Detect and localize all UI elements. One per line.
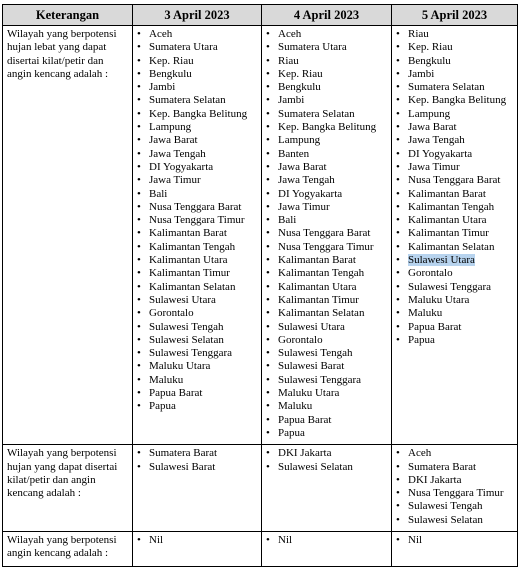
list-item [392, 81, 517, 94]
region-name: DKI Jakarta [408, 473, 462, 486]
region-name: Papua [278, 426, 305, 439]
list-item [133, 41, 261, 54]
region-name: DI Yogyakarta [149, 160, 214, 173]
list-item [392, 28, 517, 41]
region-name: Kalimantan Tengah [408, 200, 495, 213]
list-item [262, 447, 391, 460]
region-name: Riau [278, 54, 299, 67]
region-name: Sulawesi Selatan [149, 333, 224, 346]
region-name: Sulawesi Barat [149, 460, 216, 473]
list-item [262, 55, 391, 68]
list-item [262, 387, 391, 400]
region-cell [133, 531, 262, 566]
region-name: Sulawesi Selatan [278, 460, 353, 473]
region-name: Kalimantan Utara [278, 280, 357, 293]
region-name: Papua [149, 400, 176, 413]
list-item [133, 55, 261, 68]
region-cell [392, 445, 518, 532]
list-item [392, 500, 517, 513]
list-item [392, 307, 517, 320]
region-list [262, 532, 391, 551]
header-date-3: 5 April 2023 [392, 5, 518, 26]
region-name: Papua Barat [408, 320, 462, 333]
list-item [133, 134, 261, 147]
region-name: Kalimantan Selatan [408, 240, 495, 253]
region-name: Nil [278, 533, 293, 546]
header-date-2: 4 April 2023 [262, 5, 392, 26]
region-list [262, 445, 391, 478]
region-name: DI Yogyakarta [408, 147, 473, 160]
list-item [392, 334, 517, 347]
region-name: Jawa Tengah [149, 147, 206, 160]
region-name: Lampung [278, 134, 321, 147]
list-item [133, 94, 261, 107]
region-name: Kalimantan Selatan [149, 280, 236, 293]
list-item [392, 174, 517, 187]
list-item [262, 214, 391, 227]
list-item [262, 427, 391, 440]
region-name: Kalimantan Tengah [149, 240, 236, 253]
region-name: Sulawesi Selatan [408, 513, 483, 526]
list-item [133, 360, 261, 373]
region-name: Bengkulu [149, 67, 192, 80]
region-name: Maluku Utara [149, 360, 211, 373]
table-row [3, 531, 518, 566]
region-name: Kep. Bangka Belitung [408, 94, 507, 107]
region-name: Kalimantan Barat [149, 227, 227, 240]
region-name: Jambi [278, 94, 305, 107]
region-name: Bali [278, 214, 297, 227]
list-item [262, 134, 391, 147]
table-header-row [3, 5, 518, 26]
list-item [262, 360, 391, 373]
region-name: Riau [408, 28, 429, 40]
list-item [262, 347, 391, 360]
region-name: Kalimantan Timur [149, 267, 230, 280]
region-name: Kalimantan Tengah [278, 267, 365, 280]
region-name: Jambi [149, 81, 176, 94]
list-item [133, 108, 261, 121]
region-name: Jawa Barat [149, 134, 198, 147]
list-item [392, 108, 517, 121]
list-item [133, 161, 261, 174]
region-name: Nusa Tenggara Barat [149, 200, 242, 213]
list-item [133, 174, 261, 187]
region-cell [392, 531, 518, 566]
region-cell [392, 26, 518, 445]
region-name: Nusa Tenggara Barat [278, 227, 371, 240]
region-cell [133, 26, 262, 445]
list-item [392, 55, 517, 68]
row-description: Wilayah yang berpotensi hujan lebat yang dapat disertai kilat/petir dan angin kencang adalah : [3, 26, 133, 445]
list-item [133, 28, 261, 41]
list-item [392, 294, 517, 307]
list-item [133, 294, 261, 307]
region-name: Lampung [408, 107, 451, 120]
list-item [133, 121, 261, 134]
list-item [392, 447, 517, 460]
list-item [392, 121, 517, 134]
region-name: Sulawesi Utara [149, 293, 216, 306]
region-name: Gorontalo [278, 333, 323, 346]
list-item [392, 241, 517, 254]
region-name: Sumatera Utara [278, 41, 347, 54]
region-name: Jawa Tengah [278, 174, 335, 187]
list-item [392, 514, 517, 527]
list-item [392, 267, 517, 280]
region-name: Sumatera Barat [408, 460, 477, 473]
region-name: Nusa Tenggara Timur [278, 240, 374, 253]
list-item [392, 148, 517, 161]
list-item [133, 461, 261, 474]
region-name: Sulawesi Tengah [149, 320, 224, 333]
list-item [262, 148, 391, 161]
list-item [392, 281, 517, 294]
region-cell [262, 531, 392, 566]
list-item [262, 28, 391, 41]
region-name: Nusa Tenggara Timur [149, 214, 245, 227]
row-description: Wilayah yang berpotensi hujan yang dapat disertai kilat/petir dan angin kencang adalah : [3, 445, 133, 532]
list-item [392, 134, 517, 147]
list-item [262, 461, 391, 474]
region-name: Banten [278, 147, 310, 160]
list-item [133, 321, 261, 334]
region-name: Sulawesi Tengah [408, 500, 483, 513]
list-item [392, 254, 517, 267]
region-name: Maluku Utara [408, 293, 470, 306]
list-item [262, 414, 391, 427]
weather-forecast-table [2, 4, 518, 567]
list-item [133, 227, 261, 240]
list-item [133, 334, 261, 347]
region-name: Lampung [149, 121, 192, 134]
region-list [133, 26, 261, 418]
region-name: Kalimantan Barat [278, 254, 356, 267]
list-item [262, 241, 391, 254]
region-name: Sulawesi Tengah [278, 347, 353, 360]
region-name: Sulawesi Utara [278, 320, 345, 333]
list-item [392, 321, 517, 334]
list-item [133, 400, 261, 413]
list-item [262, 400, 391, 413]
header-date-1: 3 April 2023 [133, 5, 262, 26]
list-item [133, 68, 261, 81]
region-name: Kep. Riau [149, 54, 194, 67]
region-name: Papua Barat [278, 413, 332, 426]
region-list [133, 532, 261, 551]
region-name: Kalimantan Utara [408, 214, 487, 227]
region-name: DKI Jakarta [278, 447, 332, 460]
list-item [133, 81, 261, 94]
list-item [262, 374, 391, 387]
region-name: Sumatera Utara [149, 41, 218, 54]
table-row [3, 26, 518, 445]
region-name: Maluku [149, 373, 184, 386]
list-item [392, 474, 517, 487]
list-item [262, 321, 391, 334]
region-list [392, 532, 517, 551]
region-name: Papua [408, 333, 435, 346]
region-list [392, 445, 517, 531]
list-item [262, 227, 391, 240]
region-name: Jawa Tengah [408, 134, 465, 147]
list-item [262, 161, 391, 174]
region-list [133, 445, 261, 478]
list-item [392, 188, 517, 201]
list-item [133, 188, 261, 201]
region-name: Sulawesi Tenggara [278, 373, 362, 386]
region-name: Gorontalo [149, 307, 194, 320]
region-name: Sumatera Selatan [278, 107, 355, 120]
list-item [133, 148, 261, 161]
region-name: Jawa Barat [408, 121, 457, 134]
region-name: Kalimantan Utara [149, 254, 228, 267]
region-name: Kalimantan Selatan [278, 307, 365, 320]
region-name: Gorontalo [408, 267, 453, 280]
list-item [133, 267, 261, 280]
list-item [392, 214, 517, 227]
list-item [133, 307, 261, 320]
list-item [262, 281, 391, 294]
table-row [3, 445, 518, 532]
list-item [392, 227, 517, 240]
region-list [392, 26, 517, 351]
list-item [262, 81, 391, 94]
list-item [262, 267, 391, 280]
list-item [392, 534, 517, 547]
list-item [392, 461, 517, 474]
list-item [262, 108, 391, 121]
list-item [262, 68, 391, 81]
region-name: Kalimantan Timur [278, 293, 359, 306]
list-item [262, 334, 391, 347]
list-item [392, 161, 517, 174]
region-name: Aceh [278, 28, 302, 40]
region-name: DI Yogyakarta [278, 187, 343, 200]
list-item [392, 41, 517, 54]
region-name: Sumatera Selatan [408, 81, 485, 94]
region-cell [133, 445, 262, 532]
row-description: Wilayah yang berpotensi angin kencang adalah : [3, 531, 133, 566]
list-item [392, 487, 517, 500]
list-item [133, 387, 261, 400]
region-name: Jawa Timur [408, 160, 460, 173]
list-item [392, 68, 517, 81]
region-name: Sulawesi Barat [278, 360, 345, 373]
list-item [133, 447, 261, 460]
region-name: Kalimantan Barat [408, 187, 486, 200]
list-item [133, 281, 261, 294]
region-name: Kalimantan Timur [408, 227, 489, 240]
region-name: Kep. Riau [408, 41, 453, 54]
region-name: Nil [408, 533, 423, 546]
region-name: Maluku [408, 307, 443, 320]
region-name: Jawa Timur [149, 174, 201, 187]
region-name: Nusa Tenggara Timur [408, 487, 504, 500]
region-name: Bengkulu [408, 54, 451, 67]
region-name: Kep. Bangka Belitung [149, 107, 248, 120]
region-name: Sulawesi Tenggara [149, 347, 233, 360]
list-item [392, 94, 517, 107]
list-item [133, 214, 261, 227]
region-name: Sumatera Selatan [149, 94, 226, 107]
list-item [133, 534, 261, 547]
list-item [262, 94, 391, 107]
region-name: Sumatera Barat [149, 447, 218, 460]
header-keterangan: Keterangan [3, 5, 133, 26]
region-name: Papua Barat [149, 387, 203, 400]
list-item [262, 188, 391, 201]
region-list [262, 26, 391, 444]
region-name: Bali [149, 187, 168, 200]
list-item [262, 307, 391, 320]
region-name: Bengkulu [278, 81, 321, 94]
region-name: Aceh [149, 28, 173, 40]
list-item [262, 201, 391, 214]
list-item [262, 41, 391, 54]
region-cell [262, 26, 392, 445]
list-item [133, 374, 261, 387]
list-item [262, 121, 391, 134]
region-name: Sulawesi Tenggara [408, 280, 492, 293]
region-name: Nil [149, 533, 164, 546]
region-name: Jambi [408, 67, 435, 80]
region-name: Aceh [408, 447, 432, 460]
list-item [133, 254, 261, 267]
list-item [392, 201, 517, 214]
list-item [262, 254, 391, 267]
document-page [2, 4, 518, 567]
list-item [262, 174, 391, 187]
region-name: Nusa Tenggara Barat [408, 174, 501, 187]
list-item [262, 534, 391, 547]
list-item [133, 347, 261, 360]
list-item [262, 294, 391, 307]
region-name: Maluku Utara [278, 387, 340, 400]
region-cell [262, 445, 392, 532]
region-name: Maluku [278, 400, 313, 413]
region-name: Kep. Riau [278, 67, 323, 80]
list-item [133, 201, 261, 214]
region-name: Kep. Bangka Belitung [278, 121, 377, 134]
region-name: Jawa Timur [278, 200, 330, 213]
selected-region-name: Sulawesi Utara [408, 254, 475, 267]
list-item [133, 241, 261, 254]
region-name: Jawa Barat [278, 160, 327, 173]
